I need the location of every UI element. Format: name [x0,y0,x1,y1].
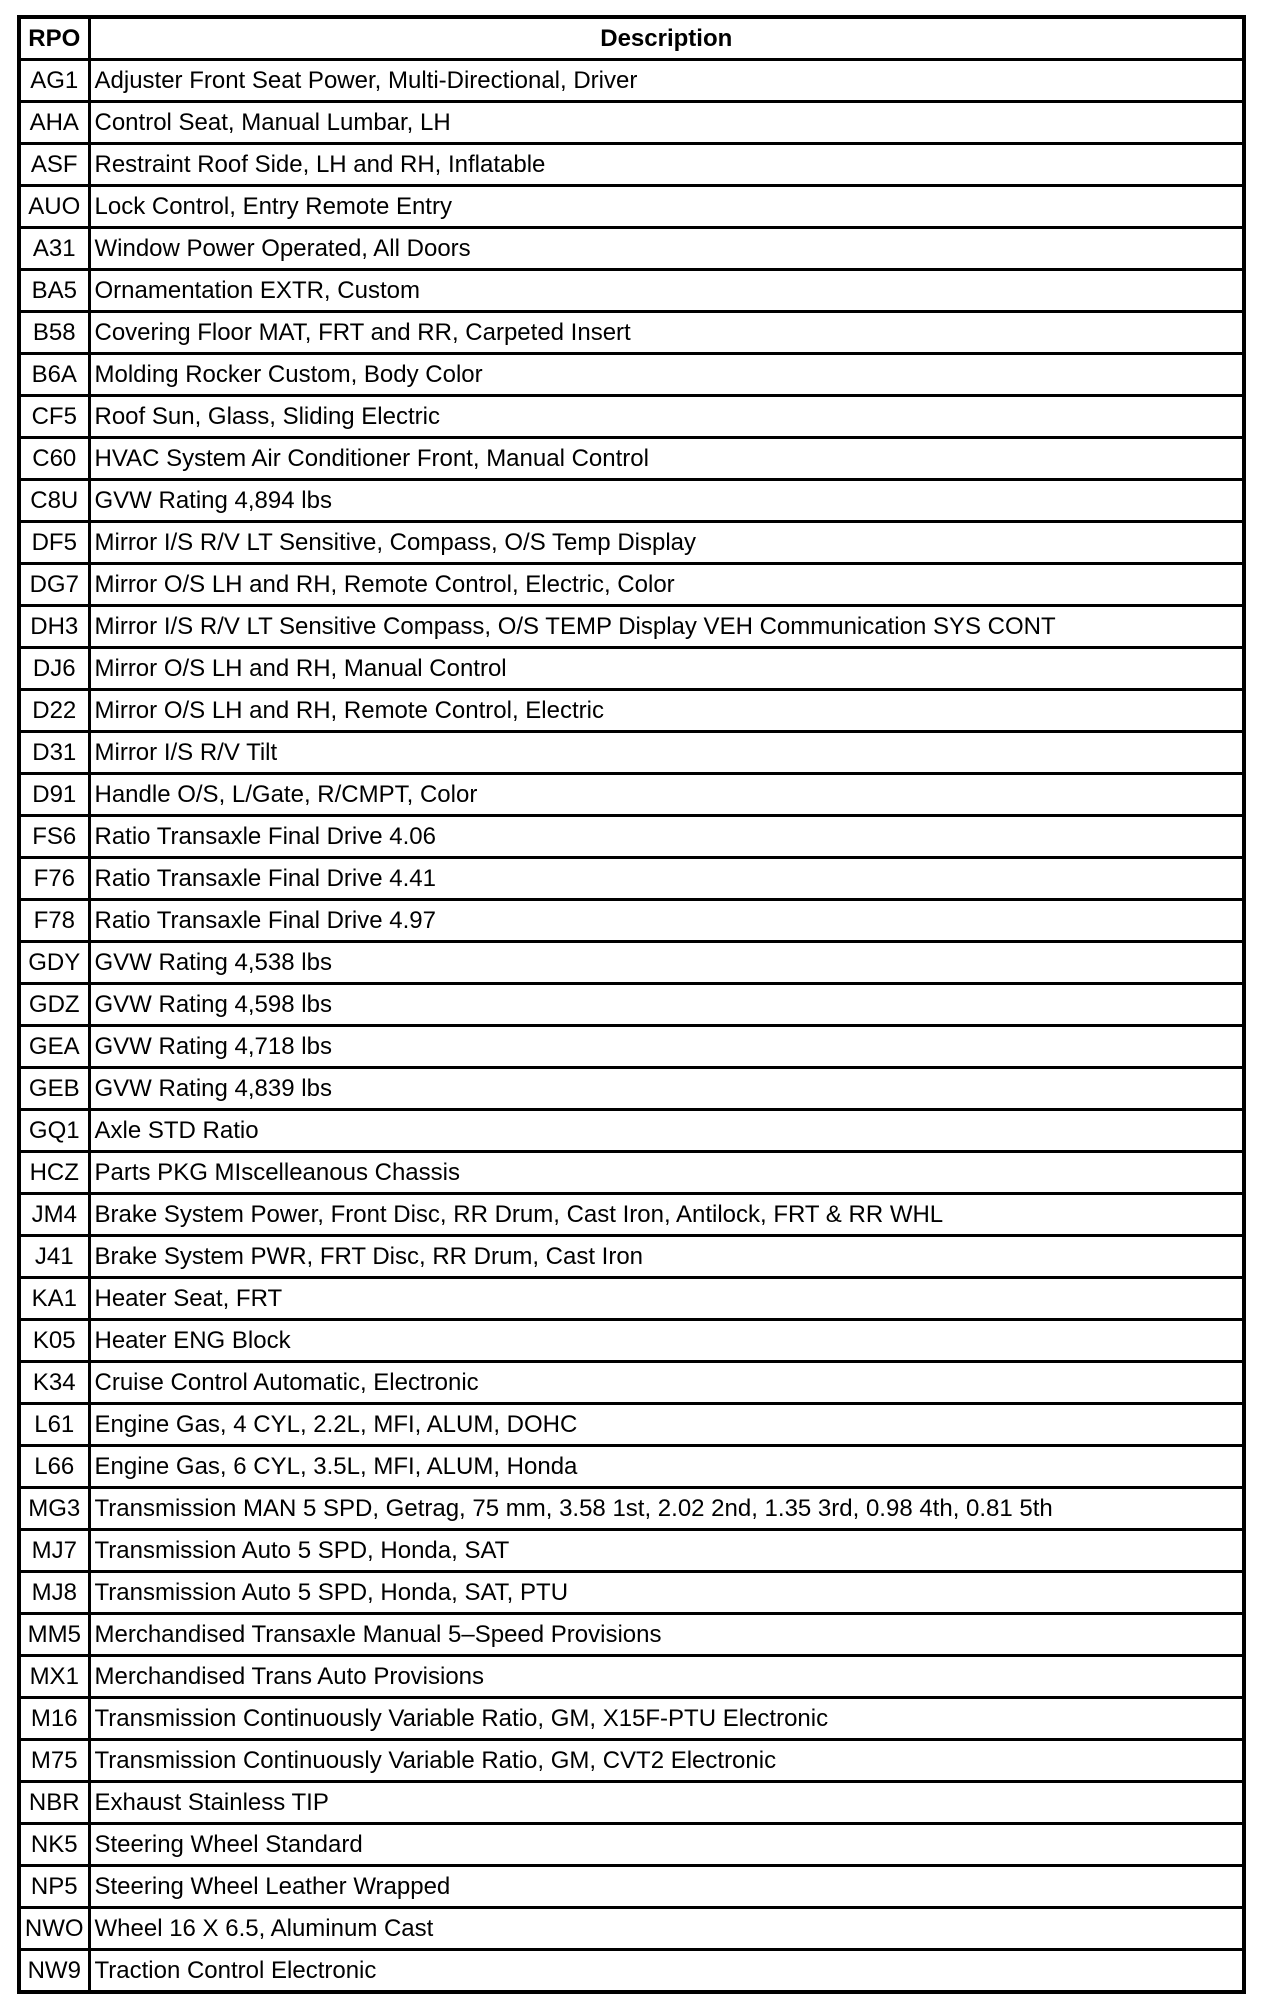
description-cell: Ratio Transaxle Final Drive 4.97 [89,900,1244,942]
table-row [19,144,1244,186]
description-cell: Brake System Power, Front Disc, RR Drum, Cast Iron, Antilock, FRT & RR WHL [89,1194,1244,1236]
description-cell: GVW Rating 4,598 lbs [89,984,1244,1026]
rpo-code-cell: NWO [19,1908,89,1950]
table-row [19,900,1244,942]
table-row [19,1488,1244,1530]
description-cell: Merchandised Trans Auto Provisions [89,1656,1244,1698]
table-row [19,1698,1244,1740]
table-row [19,1656,1244,1698]
rpo-code-cell: F76 [19,858,89,900]
description-cell: Transmission Continuously Variable Ratio, GM, CVT2 Electronic [89,1740,1244,1782]
description-cell: Mirror I/S R/V LT Sensitive Compass, O/S TEMP Display VEH Communication SYS CONT [89,606,1244,648]
table-row [19,102,1244,144]
table-row [19,858,1244,900]
table-row [19,270,1244,312]
rpo-code-cell: GEB [19,1068,89,1110]
description-cell: Roof Sun, Glass, Sliding Electric [89,396,1244,438]
table-row [19,1824,1244,1866]
description-cell: Ratio Transaxle Final Drive 4.06 [89,816,1244,858]
table-row [19,774,1244,816]
description-cell: GVW Rating 4,839 lbs [89,1068,1244,1110]
rpo-code-cell: GDZ [19,984,89,1026]
rpo-code-cell: JM4 [19,1194,89,1236]
description-cell: GVW Rating 4,894 lbs [89,480,1244,522]
rpo-code-cell: MX1 [19,1656,89,1698]
rpo-code-cell: L61 [19,1404,89,1446]
rpo-code-cell: NP5 [19,1866,89,1908]
description-cell: Lock Control, Entry Remote Entry [89,186,1244,228]
rpo-code-cell: B58 [19,312,89,354]
rpo-code-cell: AG1 [19,60,89,102]
table-row [19,1068,1244,1110]
description-cell: Traction Control Electronic [89,1950,1244,1993]
description-cell: Exhaust Stainless TIP [89,1782,1244,1824]
rpo-code-cell: KA1 [19,1278,89,1320]
description-cell: Mirror O/S LH and RH, Remote Control, Electric [89,690,1244,732]
rpo-code-cell: K34 [19,1362,89,1404]
description-cell: Heater ENG Block [89,1320,1244,1362]
description-cell: HVAC System Air Conditioner Front, Manual Control [89,438,1244,480]
description-cell: Transmission Auto 5 SPD, Honda, SAT, PTU [89,1572,1244,1614]
description-cell: Steering Wheel Standard [89,1824,1244,1866]
rpo-code-cell: F78 [19,900,89,942]
table-header-row [19,17,1244,60]
description-cell: Engine Gas, 4 CYL, 2.2L, MFI, ALUM, DOHC [89,1404,1244,1446]
table-row [19,1152,1244,1194]
table-row [19,1026,1244,1068]
rpo-code-cell: DF5 [19,522,89,564]
rpo-code-cell: MJ8 [19,1572,89,1614]
table-row [19,480,1244,522]
table-row [19,1740,1244,1782]
description-cell: Mirror O/S LH and RH, Manual Control [89,648,1244,690]
rpo-code-cell: ASF [19,144,89,186]
rpo-code-cell: C60 [19,438,89,480]
rpo-code-cell: NW9 [19,1950,89,1993]
rpo-code-cell: CF5 [19,396,89,438]
description-cell: Mirror O/S LH and RH, Remote Control, Electric, Color [89,564,1244,606]
description-cell: Axle STD Ratio [89,1110,1244,1152]
description-cell: Mirror I/S R/V LT Sensitive, Compass, O/S Temp Display [89,522,1244,564]
table-row [19,1110,1244,1152]
rpo-code-cell: M75 [19,1740,89,1782]
description-cell: Handle O/S, L/Gate, R/CMPT, Color [89,774,1244,816]
rpo-code-cell: GDY [19,942,89,984]
description-cell: GVW Rating 4,718 lbs [89,1026,1244,1068]
table-row [19,1278,1244,1320]
rpo-code-cell: NK5 [19,1824,89,1866]
description-cell: Wheel 16 X 6.5, Aluminum Cast [89,1908,1244,1950]
table-row [19,1614,1244,1656]
description-cell: Engine Gas, 6 CYL, 3.5L, MFI, ALUM, Honda [89,1446,1244,1488]
table-row [19,984,1244,1026]
header-rpo: RPO [19,17,89,60]
table-row [19,1866,1244,1908]
table-row [19,942,1244,984]
table-row [19,312,1244,354]
description-cell: Control Seat, Manual Lumbar, LH [89,102,1244,144]
rpo-code-cell: AUO [19,186,89,228]
rpo-code-cell: DG7 [19,564,89,606]
rpo-code-cell: HCZ [19,1152,89,1194]
rpo-code-cell: DH3 [19,606,89,648]
description-cell: Mirror I/S R/V Tilt [89,732,1244,774]
rpo-code-cell: BA5 [19,270,89,312]
table-row [19,354,1244,396]
table-row [19,648,1244,690]
description-cell: Window Power Operated, All Doors [89,228,1244,270]
rpo-code-cell: A31 [19,228,89,270]
table-row [19,1362,1244,1404]
description-cell: Transmission Continuously Variable Ratio, GM, X15F-PTU Electronic [89,1698,1244,1740]
header-description: Description [89,17,1244,60]
rpo-code-cell: AHA [19,102,89,144]
table-row [19,1446,1244,1488]
table-row [19,438,1244,480]
rpo-code-cell: MG3 [19,1488,89,1530]
rpo-code-cell: GQ1 [19,1110,89,1152]
description-cell: Molding Rocker Custom, Body Color [89,354,1244,396]
table-row [19,1950,1244,1993]
table-row [19,1194,1244,1236]
rpo-code-cell: D31 [19,732,89,774]
rpo-code-cell: L66 [19,1446,89,1488]
table-row [19,228,1244,270]
description-cell: Steering Wheel Leather Wrapped [89,1866,1244,1908]
rpo-code-cell: D91 [19,774,89,816]
description-cell: Ornamentation EXTR, Custom [89,270,1244,312]
rpo-table [17,15,1246,1994]
table-row [19,1782,1244,1824]
table-row [19,606,1244,648]
description-cell: GVW Rating 4,538 lbs [89,942,1244,984]
description-cell: Transmission MAN 5 SPD, Getrag, 75 mm, 3.58 1st, 2.02 2nd, 1.35 3rd, 0.98 4th, 0.81 5th [89,1488,1244,1530]
table-row [19,522,1244,564]
description-cell: Heater Seat, FRT [89,1278,1244,1320]
table-row [19,1404,1244,1446]
rpo-code-cell: K05 [19,1320,89,1362]
description-cell: Parts PKG MIscelleanous Chassis [89,1152,1244,1194]
description-cell: Brake System PWR, FRT Disc, RR Drum, Cast Iron [89,1236,1244,1278]
rpo-code-cell: M16 [19,1698,89,1740]
table-row [19,816,1244,858]
rpo-code-cell: C8U [19,480,89,522]
rpo-code-cell: NBR [19,1782,89,1824]
table-row [19,690,1244,732]
table-row [19,1320,1244,1362]
description-cell: Merchandised Transaxle Manual 5–Speed Provisions [89,1614,1244,1656]
table-row [19,396,1244,438]
table-row [19,1236,1244,1278]
description-cell: Restraint Roof Side, LH and RH, Inflatable [89,144,1244,186]
table-row [19,564,1244,606]
description-cell: Cruise Control Automatic, Electronic [89,1362,1244,1404]
table-row [19,1908,1244,1950]
table-row [19,186,1244,228]
rpo-code-cell: FS6 [19,816,89,858]
rpo-code-cell: MJ7 [19,1530,89,1572]
rpo-code-cell: DJ6 [19,648,89,690]
rpo-code-cell: B6A [19,354,89,396]
description-cell: Covering Floor MAT, FRT and RR, Carpeted Insert [89,312,1244,354]
table-body [19,60,1244,1993]
description-cell: Adjuster Front Seat Power, Multi-Directional, Driver [89,60,1244,102]
table-row [19,1572,1244,1614]
table-row [19,60,1244,102]
rpo-code-cell: D22 [19,690,89,732]
rpo-code-cell: MM5 [19,1614,89,1656]
rpo-code-cell: GEA [19,1026,89,1068]
rpo-code-cell: J41 [19,1236,89,1278]
description-cell: Transmission Auto 5 SPD, Honda, SAT [89,1530,1244,1572]
description-cell: Ratio Transaxle Final Drive 4.41 [89,858,1244,900]
table-row [19,732,1244,774]
table-row [19,1530,1244,1572]
